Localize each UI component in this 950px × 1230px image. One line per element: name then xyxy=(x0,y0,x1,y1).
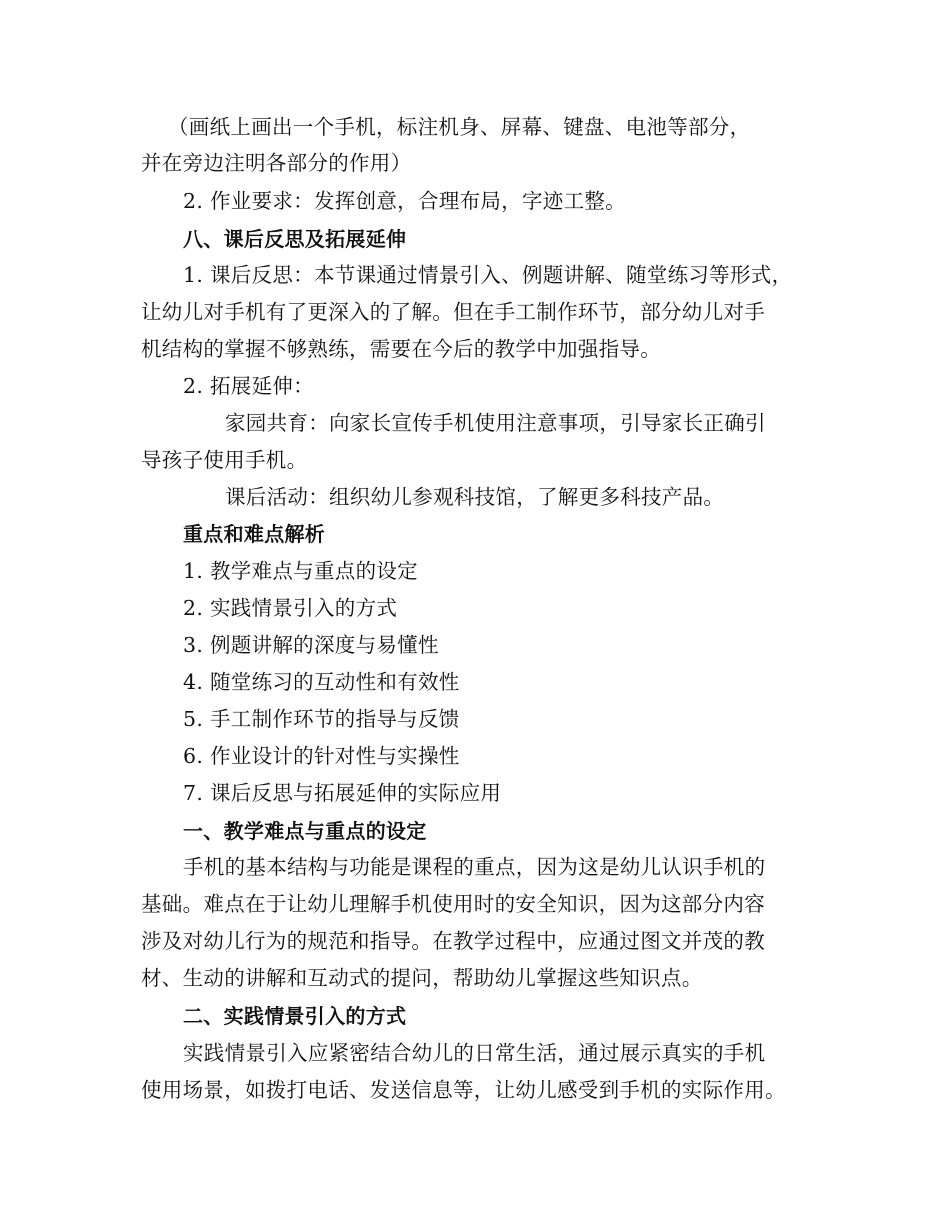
text-line: 手机的基本结构与功能是课程的重点，因为这是幼儿认识手机的 xyxy=(183,855,766,879)
section-heading: 八、课后反思及拓展延伸 xyxy=(183,227,407,251)
list-item: 2. 作业要求：发挥创意，合理布局，字迹工整。 xyxy=(183,189,626,213)
text-line: 涉及对幼儿行为的规范和指导。在教学过程中，应通过图文并茂的教 xyxy=(141,929,765,953)
text-line: 家园共育：向家长宣传手机使用注意事项，引导家长正确引 xyxy=(225,411,766,435)
list-item: 5. 手工制作环节的指导与反馈 xyxy=(183,707,460,731)
list-item: 2. 拓展延伸： xyxy=(183,374,314,398)
list-item: 4. 随堂练习的互动性和有效性 xyxy=(183,670,460,694)
text-line: 使用场景，如拨打电话、发送信息等，让幼儿感受到手机的实际作用。 xyxy=(141,1078,786,1102)
text-line: 机结构的掌握不够熟练，需要在今后的教学中加强指导。 xyxy=(141,337,661,361)
text-line: 基础。难点在于让幼儿理解手机使用时的安全知识，因为这部分内容 xyxy=(141,892,765,916)
text-line: （画纸上画出一个手机，标注机身、屏幕、键盘、电池等部分， xyxy=(168,115,751,139)
text-line: 并在旁边注明各部分的作用） xyxy=(141,151,412,175)
text-line: 让幼儿对手机有了更深入的了解。但在手工制作环节，部分幼儿对手 xyxy=(141,300,765,324)
text-line: 导孩子使用手机。 xyxy=(141,448,308,472)
list-item: 2. 实践情景引入的方式 xyxy=(183,596,398,620)
list-item: 1. 课后反思：本节课通过情景引入、例题讲解、随堂练习等形式， xyxy=(183,263,793,287)
list-item: 3. 例题讲解的深度与易懂性 xyxy=(183,633,439,657)
list-item: 7. 课后反思与拓展延伸的实际应用 xyxy=(183,781,502,805)
section-heading: 重点和难点解析 xyxy=(183,522,326,546)
text-line: 实践情景引入应紧密结合幼儿的日常生活，通过展示真实的手机 xyxy=(183,1041,766,1065)
text-line: 课后活动：组织幼儿参观科技馆，了解更多科技产品。 xyxy=(225,485,725,509)
section-heading: 二、实践情景引入的方式 xyxy=(183,1004,407,1028)
list-item: 1. 教学难点与重点的设定 xyxy=(183,559,418,583)
section-heading: 一、教学难点与重点的设定 xyxy=(183,819,427,843)
list-item: 6. 作业设计的针对性与实操性 xyxy=(183,744,460,768)
text-line: 材、生动的讲解和互动式的提问，帮助幼儿掌握这些知识点。 xyxy=(141,966,703,990)
